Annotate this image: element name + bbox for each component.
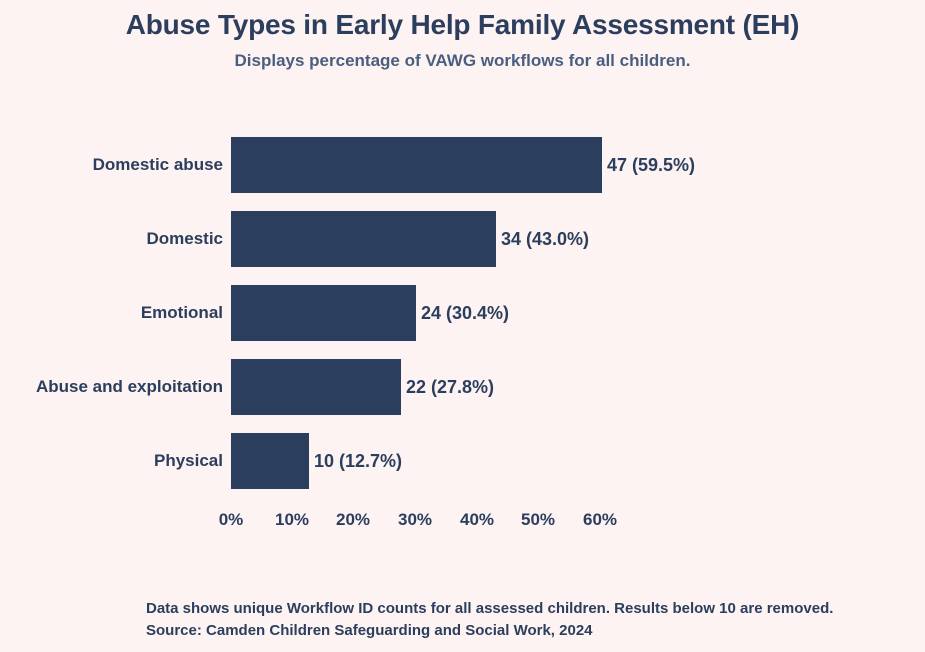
category-label: Domestic abuse <box>92 155 223 174</box>
x-tick-label: 50% <box>520 510 556 529</box>
bar[interactable] <box>231 211 496 267</box>
bar-row <box>0 202 925 276</box>
x-tick-label: 30% <box>397 510 433 529</box>
bar-value-label: 47 (59.5%) <box>607 154 696 175</box>
bar-row <box>0 350 925 424</box>
bar-value-label: 10 (12.7%) <box>314 450 403 471</box>
category-label: Abuse and exploitation <box>35 377 223 396</box>
x-tick-label: 10% <box>274 510 310 529</box>
bar[interactable] <box>231 137 602 193</box>
category-label: Domestic <box>146 229 223 248</box>
footnote-line-1: Data shows unique Workflow ID counts for all assessed children. Results below 10 are removed. <box>146 600 834 617</box>
category-label: Emotional <box>140 303 223 322</box>
bar-track <box>231 276 925 350</box>
x-tick-label: 0% <box>218 510 244 529</box>
x-axis <box>218 510 925 538</box>
bar-track <box>231 350 925 424</box>
x-tick-label: 20% <box>335 510 371 529</box>
bar-row <box>0 276 925 350</box>
bar-value-label: 34 (43.0%) <box>501 228 590 249</box>
bar-value-label: 22 (27.8%) <box>406 376 495 397</box>
bar[interactable] <box>231 285 416 341</box>
bar-track <box>231 128 925 202</box>
bar-row <box>0 424 925 498</box>
chart-footnote <box>146 598 925 642</box>
category-label: Physical <box>154 451 223 470</box>
bar-track <box>231 424 925 498</box>
bar[interactable] <box>231 433 309 489</box>
x-tick-label: 40% <box>459 510 495 529</box>
bar[interactable] <box>231 359 401 415</box>
x-tick-label: 60% <box>582 510 618 529</box>
bar-row <box>0 128 925 202</box>
chart-subtitle: Displays percentage of VAWG workflows for all children. <box>234 50 691 70</box>
footnote-line-2: Source: Camden Children Safeguarding and Social Work, 2024 <box>146 621 593 639</box>
bar-value-label: 24 (30.4%) <box>421 302 510 323</box>
chart-title: Abuse Types in Early Help Family Assessment (EH) <box>125 9 800 40</box>
plot-area <box>0 108 925 528</box>
bar-track <box>231 202 925 276</box>
